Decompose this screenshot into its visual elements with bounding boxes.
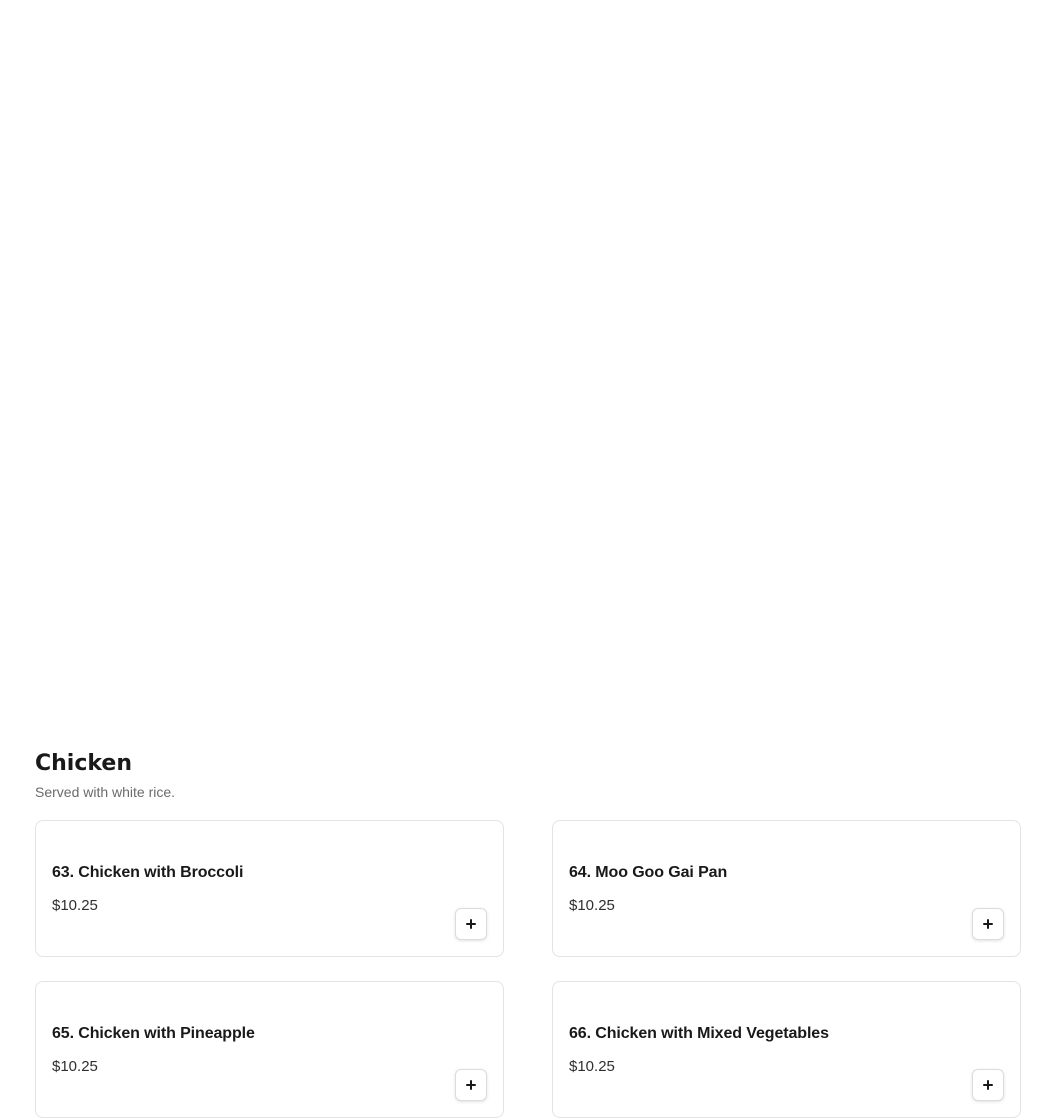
menu-item-card[interactable]: [552, 981, 1021, 1118]
add-item-button[interactable]: [455, 1069, 487, 1101]
section-title: Chicken: [35, 751, 133, 776]
item-price: $10.25: [52, 1058, 98, 1075]
item-name: 66. Chicken with Mixed Vegetables: [569, 1025, 829, 1042]
add-item-button[interactable]: [972, 908, 1004, 940]
add-item-button[interactable]: [455, 908, 487, 940]
plus-icon: [983, 919, 993, 929]
plus-icon: [983, 1080, 993, 1090]
menu-item-card[interactable]: [552, 820, 1021, 957]
item-name: 64. Moo Goo Gai Pan: [569, 864, 728, 881]
menu-item-card[interactable]: [35, 820, 504, 957]
section-description: Served with white rice.: [35, 784, 176, 800]
item-price: $10.25: [569, 897, 615, 914]
plus-icon: [466, 1080, 476, 1090]
menu-section-header: [35, 749, 1021, 802]
plus-icon: [466, 919, 476, 929]
add-item-button[interactable]: [972, 1069, 1004, 1101]
menu-item-card[interactable]: [35, 981, 504, 1118]
item-name: 65. Chicken with Pineapple: [52, 1025, 255, 1042]
menu-items-grid: [35, 820, 1021, 1118]
item-price: $10.25: [569, 1058, 615, 1075]
item-name: 63. Chicken with Broccoli: [52, 864, 244, 881]
item-price: $10.25: [52, 897, 98, 914]
